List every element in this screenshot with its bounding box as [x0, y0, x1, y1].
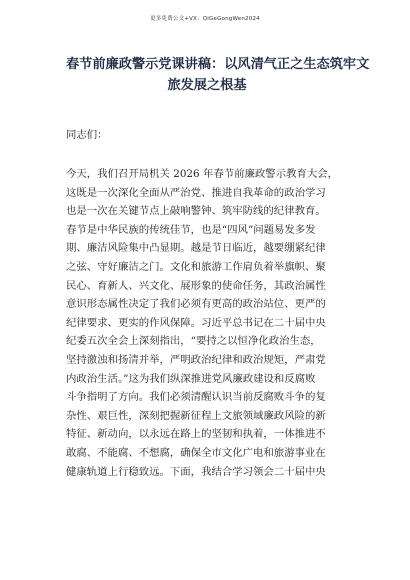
body-line: 民心、育新人、兴文化、展形象的使命任务，其政治属性	[66, 279, 326, 292]
body-line: 内政治生活。”这为我们纵深推进党风廉政建设和反腐败	[66, 372, 316, 385]
body-line: 斗争指明了方向。我们必须清醒认识当前反腐败斗争的复	[66, 391, 326, 404]
document-title	[66, 54, 370, 96]
body-line: 健康轨道上行稳致远。下面，我结合学习领会二十届中央	[66, 465, 326, 478]
title-line: 春节前廉政警示党课讲稿：以风清气正之生态筑牢文	[66, 57, 370, 72]
salutation: 同志们：	[66, 129, 108, 141]
body-line: 这既是一次深化全面从严治党、推进自我革命的政治学习	[66, 186, 326, 199]
body-line: 期、廉洁风险集中凸显期。越是节日临近，越要绷紧纪律	[66, 242, 326, 255]
header-note: 更多免费公文+VX：QiGeGongWen2024	[150, 16, 260, 22]
body-line: 杂性、艰巨性，深刻把握新征程上文旅领域廉政风险的新	[66, 409, 326, 422]
body-line: 今天，我们召开局机关 2026 年春节前廉政警示教育大会，	[66, 168, 339, 180]
body-line: 纪律要求、更实的作风保障。习近平总书记在二十届中央	[66, 316, 326, 329]
title-line: 旅发展之根基	[167, 78, 247, 93]
body-text	[66, 165, 356, 481]
body-line: 之弦、守好廉洁之门。文化和旅游工作肩负着举旗帜、聚	[66, 260, 326, 273]
body-line: 也是一次在关键节点上敲响警钟、筑牢防线的纪律教育。	[66, 205, 326, 218]
body-line: 意识形态属性决定了我们必须有更高的政治站位、更严的	[66, 298, 326, 311]
body-line: 敢腐、不能腐、不想腐，确保全市文化广电和旅游事业在	[66, 446, 326, 459]
body-line: 特征、新动向，以永远在路上的坚韧和执着，一体推进不	[66, 428, 326, 441]
body-line: 纪委五次全会上深刻指出，“要持之以恒净化政治生态，	[66, 335, 321, 348]
body-line: 春节是中华民族的传统佳节，也是“四风”问题易发多发	[66, 223, 316, 236]
body-line: 坚持激浊和扬清并举，严明政治纪律和政治规矩，严肃党	[66, 353, 326, 366]
